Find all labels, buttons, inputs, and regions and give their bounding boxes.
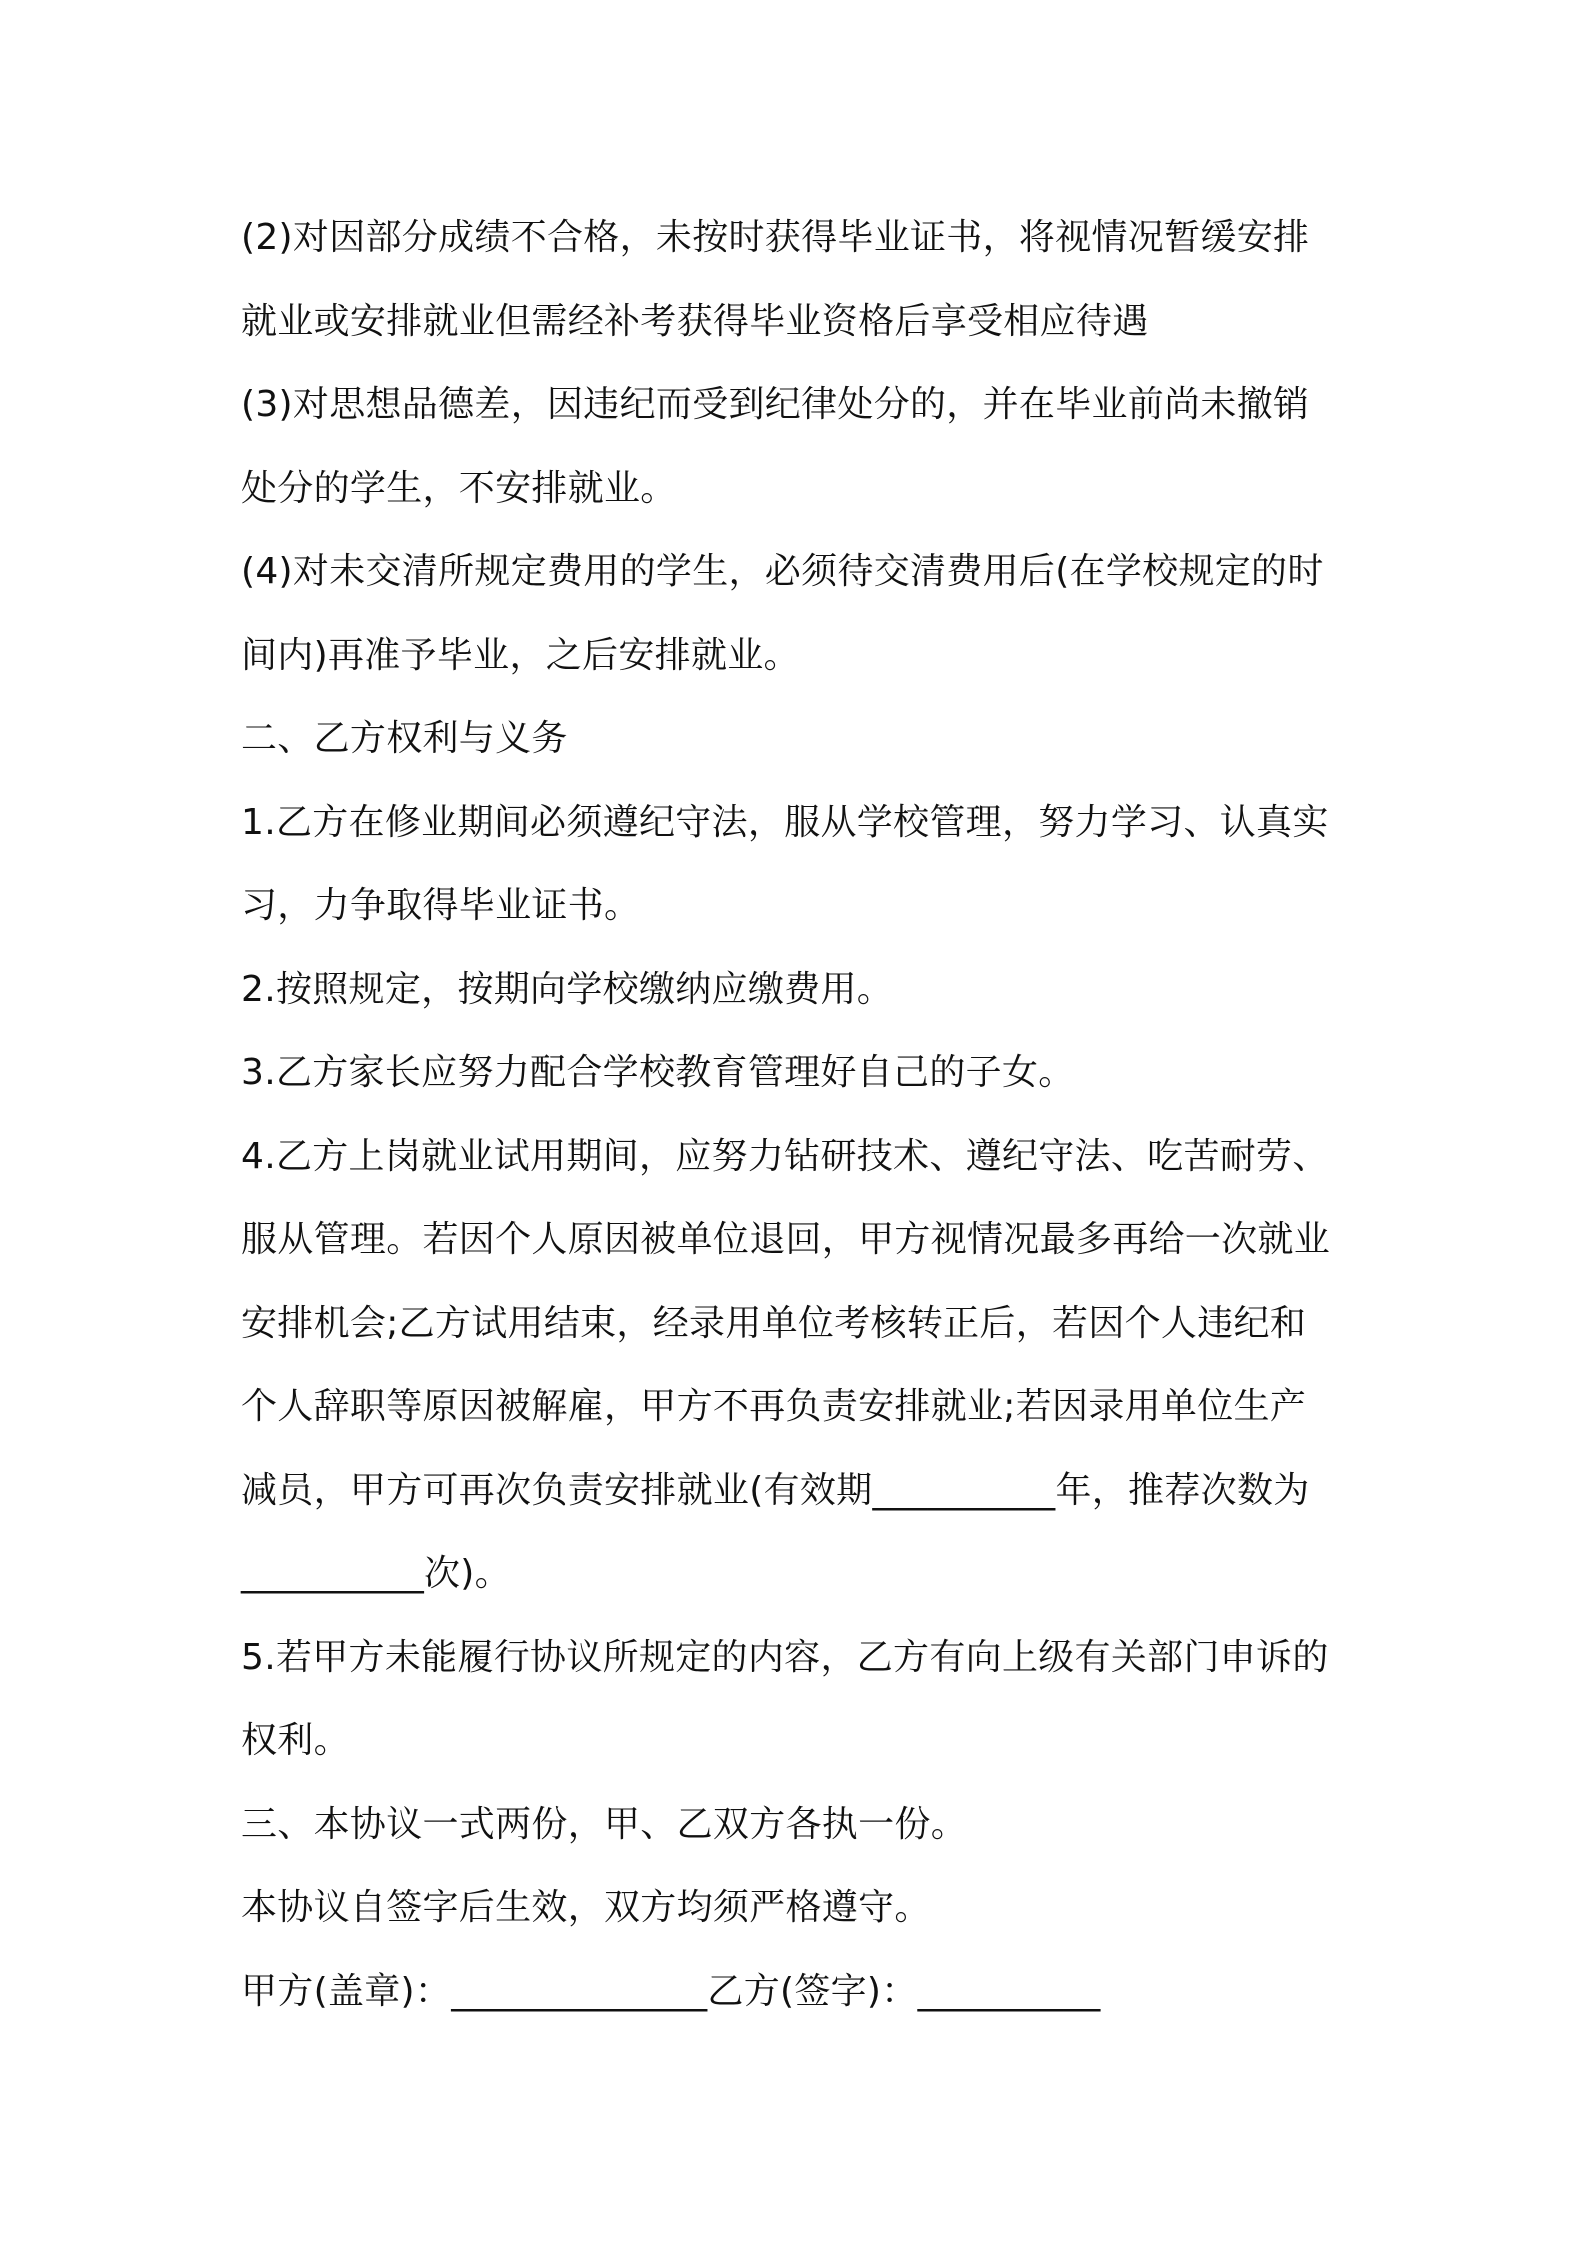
text-line: 5.若甲方未能履行协议所规定的内容，乙方有向上级有关部门申诉的 [241, 1636, 1329, 1678]
text-line: 4.乙方上岗就业试用期间，应努力钻研技术、遵纪守法、吃苦耐劳、 [241, 1135, 1329, 1177]
text-line: 安排机会;乙方试用结束，经录用单位考核转正后，若因个人违纪和 [241, 1302, 1307, 1344]
text-line: __________次)。 [241, 1553, 511, 1594]
text-line: 间内)再准予毕业，之后安排就业。 [241, 634, 800, 676]
text-line: 1.乙方在修业期间必须遵纪守法，服从学校管理，努力学习、认真实 [241, 801, 1329, 843]
text-line: (4)对未交清所规定费用的学生，必须待交清费用后(在学校规定的时 [241, 551, 1324, 592]
section-heading: 三、本协议一式两份，甲、乙双方各执一份。 [241, 1803, 968, 1845]
section-heading: 二、乙方权利与义务 [241, 718, 568, 759]
text-line: (3)对思想品德差，因违纪而受到纪律处分的，并在毕业前尚未撤销 [241, 384, 1310, 425]
text-line: 个人辞职等原因被解雇，甲方不再负责安排就业;若因录用单位生产 [241, 1386, 1307, 1427]
text-line: (2)对因部分成绩不合格，未按时获得毕业证书，将视情况暂缓安排 [241, 217, 1310, 258]
text-line: 习，力争取得毕业证书。 [241, 885, 641, 926]
document-body [241, 196, 1361, 2033]
text-line: 本协议自签字后生效，双方均须严格遵守。 [241, 1887, 931, 1928]
text-line: 就业或安排就业但需经补考获得毕业资格后享受相应待遇 [241, 300, 1149, 342]
text-line: 减员，甲方可再次负责安排就业(有效期__________年，推荐次数为 [241, 1469, 1310, 1511]
text-line: 处分的学生，不安排就业。 [241, 467, 677, 509]
text-line: 3.乙方家长应努力配合学校教育管理好自己的子女。 [241, 1052, 1075, 1093]
text-line: 服从管理。若因个人原因被单位退回，甲方视情况最多再给一次就业 [241, 1219, 1331, 1260]
text-line: 2.按照规定，按期向学校缴纳应缴费用。 [241, 968, 894, 1010]
text-line: 权利。 [241, 1720, 350, 1761]
signature-line: 甲方(盖章)：______________乙方(签字)：__________ [241, 1970, 1101, 2012]
